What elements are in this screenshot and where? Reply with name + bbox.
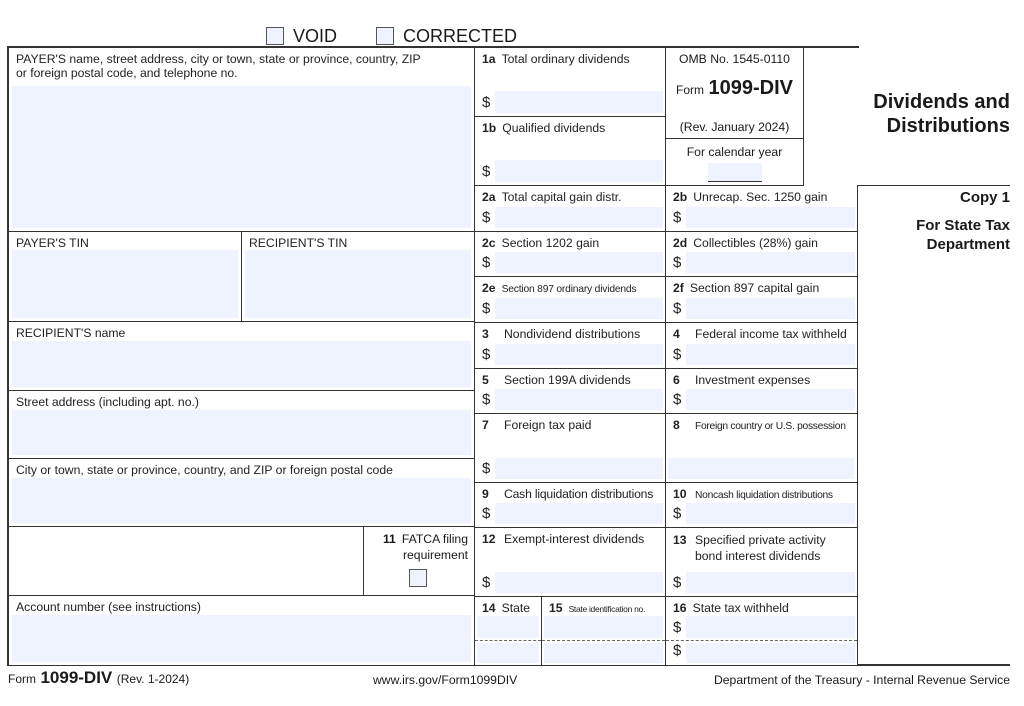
footer-url[interactable]: www.irs.gov/Form1099DIV: [373, 673, 518, 687]
footer-revision: (Rev. 1-2024): [116, 672, 190, 686]
payer-name-input[interactable]: [12, 86, 471, 228]
payer-tin-input[interactable]: [12, 250, 238, 318]
recipient-tin-label: RECIPIENT'S TIN: [249, 236, 348, 250]
copy-title: Copy 1: [959, 189, 1010, 206]
box-2f-input[interactable]: [686, 298, 855, 319]
form-word: Form: [676, 83, 705, 97]
box-8: 8 Foreign country or U.S. possession: [666, 414, 858, 483]
box-2a-input[interactable]: [495, 207, 663, 228]
box-14-input-2[interactable]: [477, 643, 539, 663]
dollar-sign: $: [482, 300, 491, 317]
fatca-num: 11: [382, 532, 396, 546]
box-2f-label: Section 897 capital gain: [689, 281, 820, 295]
dollar-sign: $: [482, 460, 491, 477]
dollar-sign: $: [673, 505, 682, 522]
corrected-label: CORRECTED: [403, 25, 518, 46]
box-3-label: Nondividend distributions: [504, 327, 641, 341]
recipient-name-box: [9, 322, 475, 391]
box-7-input[interactable]: [495, 458, 663, 479]
dollar-sign: $: [482, 505, 491, 522]
dollar-sign: $: [482, 254, 491, 271]
dollar-sign: $: [673, 346, 682, 363]
footer-form-word: Form: [8, 672, 36, 686]
form-title: [873, 90, 1010, 138]
box-6-input[interactable]: [686, 389, 855, 410]
dashed-divider: [542, 640, 665, 641]
box-14-label: State: [501, 601, 531, 615]
box-8-label: Foreign country or U.S. possession: [695, 421, 846, 432]
box-10: 10 Noncash liquidation distributions $: [666, 483, 858, 528]
box-1a: 1a Total ordinary dividends $: [475, 48, 666, 117]
payer-name-label-1: PAYER'S name, street address, city or town, state or province, country, ZIP: [16, 52, 421, 66]
box-9: 9 Cash liquidation distributions $: [475, 483, 666, 528]
city-label: City or town, state or province, country, and ZIP or foreign postal code: [16, 463, 393, 477]
box-6-label: Investment expenses: [695, 373, 811, 387]
dollar-sign: $: [673, 574, 682, 591]
dollar-sign: $: [482, 163, 491, 180]
form-title-line-1: Dividends and: [873, 91, 1010, 113]
box-13-label-1: Specified private activity: [695, 533, 826, 547]
box-2a: 2a Total capital gain distr. $: [475, 186, 666, 232]
box-4-input[interactable]: [686, 344, 855, 365]
calendar-year-box: [666, 139, 804, 186]
city-box: [9, 459, 475, 527]
dollar-sign: $: [673, 254, 682, 271]
payer-name-box: [9, 48, 475, 232]
box-7: 7 Foreign tax paid $: [475, 414, 666, 483]
box-14-input-1[interactable]: [477, 616, 539, 638]
box-1a-label: Total ordinary dividends: [501, 52, 630, 66]
box-5-label: Section 199A dividends: [504, 373, 631, 387]
fatca-checkbox[interactable]: [409, 569, 427, 587]
street-address-input[interactable]: [12, 410, 471, 455]
footer-form-id: [8, 668, 189, 688]
box-16-input-2[interactable]: [686, 643, 855, 663]
bottom-rule: [857, 664, 1010, 666]
box-9-label: Cash liquidation distributions: [504, 487, 654, 501]
recipient-name-label: RECIPIENT'S name: [16, 326, 126, 340]
box-15-input-1[interactable]: [544, 616, 663, 638]
calendar-year-input[interactable]: [708, 163, 762, 182]
account-number-label: Account number (see instructions): [16, 600, 201, 614]
corrected-checkbox-group[interactable]: [376, 25, 517, 47]
box-2a-label: Total capital gain distr.: [501, 190, 622, 204]
form-id-box: [666, 48, 804, 139]
box-2e: 2e Section 897 ordinary dividends $: [475, 277, 666, 323]
box-6: 6 Investment expenses $: [666, 369, 858, 414]
box-2e-label: Section 897 ordinary dividends: [501, 284, 637, 295]
box-4-label: Federal income tax withheld: [695, 327, 847, 341]
box-1b-label: Qualified dividends: [502, 121, 606, 135]
footer-agency: Department of the Treasury - Internal Revenue Service: [713, 673, 1010, 687]
box-3-input[interactable]: [495, 344, 663, 365]
copy-panel: [916, 188, 1010, 254]
dollar-sign: $: [673, 619, 682, 636]
box-16-input-1[interactable]: [686, 616, 855, 638]
box-14: 14 State: [475, 597, 542, 666]
box-2b-input[interactable]: [686, 207, 855, 228]
box-2c-label: Section 1202 gain: [501, 236, 600, 250]
calendar-year-label: For calendar year: [686, 145, 783, 159]
box-12-label: Exempt-interest dividends: [504, 532, 645, 546]
dollar-sign: $: [482, 94, 491, 111]
box-13-label-2: bond interest dividends: [695, 549, 821, 563]
box-1a-input[interactable]: [495, 91, 663, 113]
dollar-sign: $: [482, 391, 491, 408]
copy-line-2: Department: [926, 236, 1010, 253]
box-13-input[interactable]: [686, 572, 855, 593]
box-8-input[interactable]: [668, 458, 854, 479]
box-2b: 2b Unrecap. Sec. 1250 gain $: [666, 186, 858, 232]
recipient-name-input[interactable]: [12, 341, 471, 387]
box-7-label: Foreign tax paid: [504, 418, 592, 432]
fatca-box: [364, 527, 475, 596]
form-revision: (Rev. January 2024): [679, 120, 790, 134]
box-16-label: State tax withheld: [692, 601, 789, 615]
box-16: 16 State tax withheld $ $: [666, 597, 858, 666]
box-9-input[interactable]: [495, 503, 663, 524]
payer-tin-label: PAYER'S TIN: [16, 236, 89, 250]
box-15-input-2[interactable]: [544, 643, 663, 663]
box-2b-label: Unrecap. Sec. 1250 gain: [693, 190, 828, 204]
box-1b-input[interactable]: [495, 160, 663, 182]
recipient-tin-input[interactable]: [245, 250, 471, 318]
box-2d: 2d Collectibles (28%) gain $: [666, 232, 858, 277]
box-3: 3 Nondividend distributions $: [475, 323, 666, 369]
dollar-sign: $: [673, 300, 682, 317]
dollar-sign: $: [673, 391, 682, 408]
omb-number: OMB No. 1545-0110: [679, 52, 790, 66]
box-5-input[interactable]: [495, 389, 663, 410]
box-2d-input[interactable]: [686, 252, 855, 273]
box-12-input[interactable]: [495, 572, 663, 593]
box-12: 12 Exempt-interest dividends $: [475, 528, 666, 597]
box-2c-input[interactable]: [495, 252, 663, 273]
copy-line-1: For State Tax: [916, 217, 1010, 234]
payer-name-label-2: or foreign postal code, and telephone no.: [16, 66, 238, 80]
footer-form-number: 1099-DIV: [40, 668, 113, 687]
street-address-label: Street address (including apt. no.): [16, 395, 199, 409]
fatca-label-1: FATCA filing: [401, 532, 468, 546]
box-13: 13 Specified private activity bond interest dividends $: [666, 528, 858, 597]
box-2e-input[interactable]: [495, 298, 663, 319]
box-2d-label: Collectibles (28%) gain: [693, 236, 818, 250]
account-number-box: [9, 596, 475, 666]
box-10-label: Noncash liquidation distributions: [695, 490, 833, 501]
box-2f: 2f Section 897 capital gain $: [666, 277, 858, 323]
dollar-sign: $: [673, 642, 682, 659]
street-address-box: [9, 391, 475, 459]
form-title-line-2: Distributions: [886, 115, 1010, 137]
box-5: 5 Section 199A dividends $: [475, 369, 666, 414]
box-1b: 1b Qualified dividends $: [475, 117, 666, 186]
form-number: 1099-DIV: [708, 77, 793, 99]
void-checkbox[interactable]: [266, 27, 284, 45]
dashed-divider: [475, 640, 541, 641]
corrected-checkbox[interactable]: [376, 27, 394, 45]
city-input[interactable]: [12, 478, 471, 523]
dollar-sign: $: [482, 346, 491, 363]
account-number-input[interactable]: [12, 615, 471, 662]
box-15: 15 State identification no.: [542, 597, 666, 666]
recipient-tin-box: [242, 232, 475, 322]
dashed-divider: [666, 640, 857, 641]
box-4: 4 Federal income tax withheld $: [666, 323, 858, 369]
blank-box: [9, 527, 364, 596]
box-10-input[interactable]: [686, 503, 855, 524]
dollar-sign: $: [482, 574, 491, 591]
void-checkbox-group[interactable]: [266, 25, 337, 47]
box-15-label: State identification no.: [568, 604, 646, 614]
dollar-sign: $: [482, 209, 491, 226]
box-2c: 2c Section 1202 gain $: [475, 232, 666, 277]
void-label: VOID: [293, 25, 338, 46]
copy-divider: [857, 185, 1010, 186]
fatca-label-2: requirement: [402, 548, 468, 562]
dollar-sign: $: [673, 209, 682, 226]
payer-tin-box: [9, 232, 242, 322]
